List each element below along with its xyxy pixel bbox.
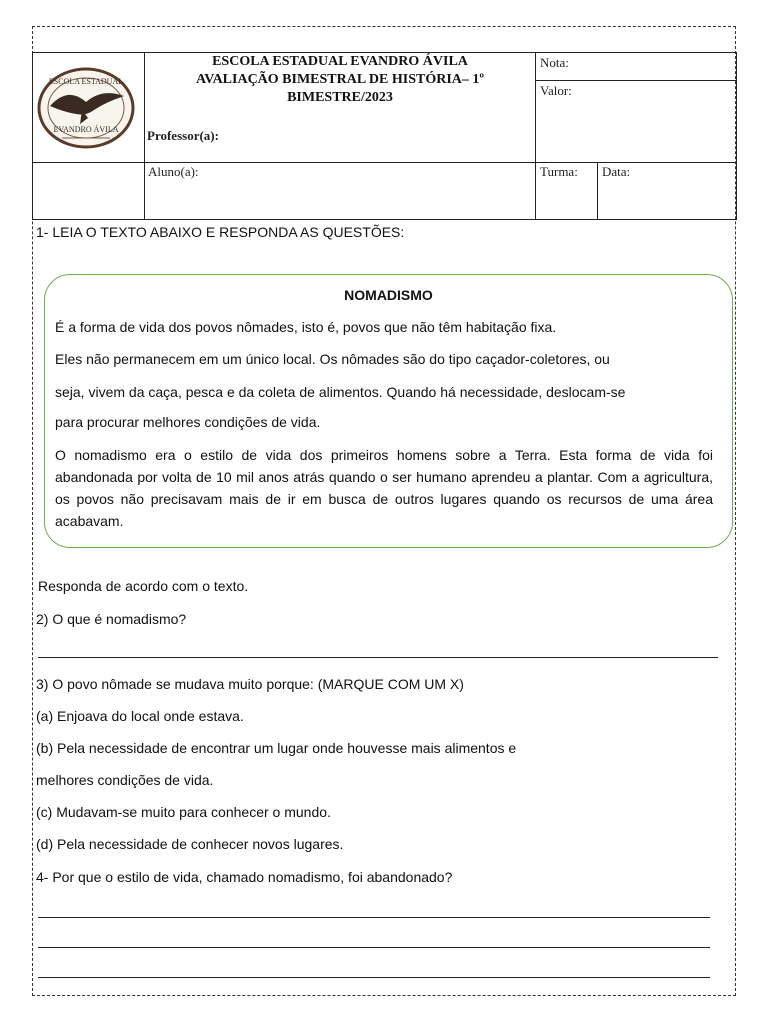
- option-c[interactable]: (c) Mudavam-se muito para conhecer o mundo.: [36, 804, 331, 820]
- answer-line-q4-1[interactable]: [38, 917, 710, 918]
- logo-text-top: ESCOLA ESTADUAL: [48, 77, 124, 86]
- school-logo: [36, 66, 136, 150]
- option-a[interactable]: (a) Enjoava do local onde estava.: [36, 708, 244, 724]
- aluno-cell: [144, 162, 536, 220]
- professor-label: Professor(a):: [147, 128, 219, 143]
- nota-label: Nota:: [540, 55, 569, 70]
- turma-label: Turma:: [540, 164, 578, 179]
- option-b-line1[interactable]: (b) Pela necessidade de encontrar um lugar onde houvesse mais alimentos e: [36, 740, 517, 756]
- answer-line-q2[interactable]: [38, 657, 718, 658]
- reading-title: NOMADISMO: [344, 287, 433, 303]
- option-d[interactable]: (d) Pela necessidade de conhecer novos lugares.: [36, 836, 344, 852]
- reading-p2-line3: para procurar melhores condições de vida.: [55, 414, 321, 430]
- valor-label: Valor:: [540, 83, 572, 98]
- reading-p2-line2: seja, vivem da caça, pesca e da coleta de alimentos. Quando há necessidade, deslocam-se: [55, 384, 626, 400]
- data-label: Data:: [602, 164, 631, 179]
- header-title: [145, 53, 535, 107]
- reading-p2-line1: Eles não permanecem em um único local. Os nômades são do tipo caçador-coletores, ou: [55, 351, 610, 367]
- reading-p1: É a forma de vida dos povos nômades, isto é, povos que não têm habitação fixa.: [55, 319, 557, 335]
- aluno-label: Aluno(a):: [148, 164, 199, 179]
- school-name: ESCOLA ESTADUAL EVANDRO ÁVILA: [212, 54, 468, 69]
- questions-intro: Responda de acordo com o texto.: [38, 578, 249, 594]
- option-b-line2: melhores condições de vida.: [36, 772, 214, 788]
- reading-p3: O nomadismo era o estilo de vida dos primeiros homens sobre a Terra. Esta forma de vida foi abandonada por volta de 10 mil anos atrás quando o ser humano aprendeu a plantar. Com a agricultura, os povos não precisavam mais de ir em busca de outros lugares quando os recursos de uma área acabavam.: [55, 447, 713, 529]
- question-4: 4- Por que o estilo de vida, chamado nomadismo, foi abandonado?: [36, 869, 453, 885]
- answer-line-q4-3[interactable]: [38, 977, 710, 978]
- instruction: 1- LEIA O TEXTO ABAIXO E RESPONDA AS QUESTÕES:: [36, 224, 405, 240]
- question-2: 2) O que é nomadismo?: [36, 611, 187, 627]
- logo-text-bottom: EVANDRO ÁVILA: [53, 125, 119, 134]
- question-3: 3) O povo nômade se mudava muito porque: (MARQUE COM UM X): [36, 676, 464, 692]
- answer-line-q4-2[interactable]: [38, 947, 710, 948]
- evaluation-title: AVALIAÇÃO BIMESTRAL DE HISTÓRIA– 1º BIMESTRE/2023: [195, 72, 485, 105]
